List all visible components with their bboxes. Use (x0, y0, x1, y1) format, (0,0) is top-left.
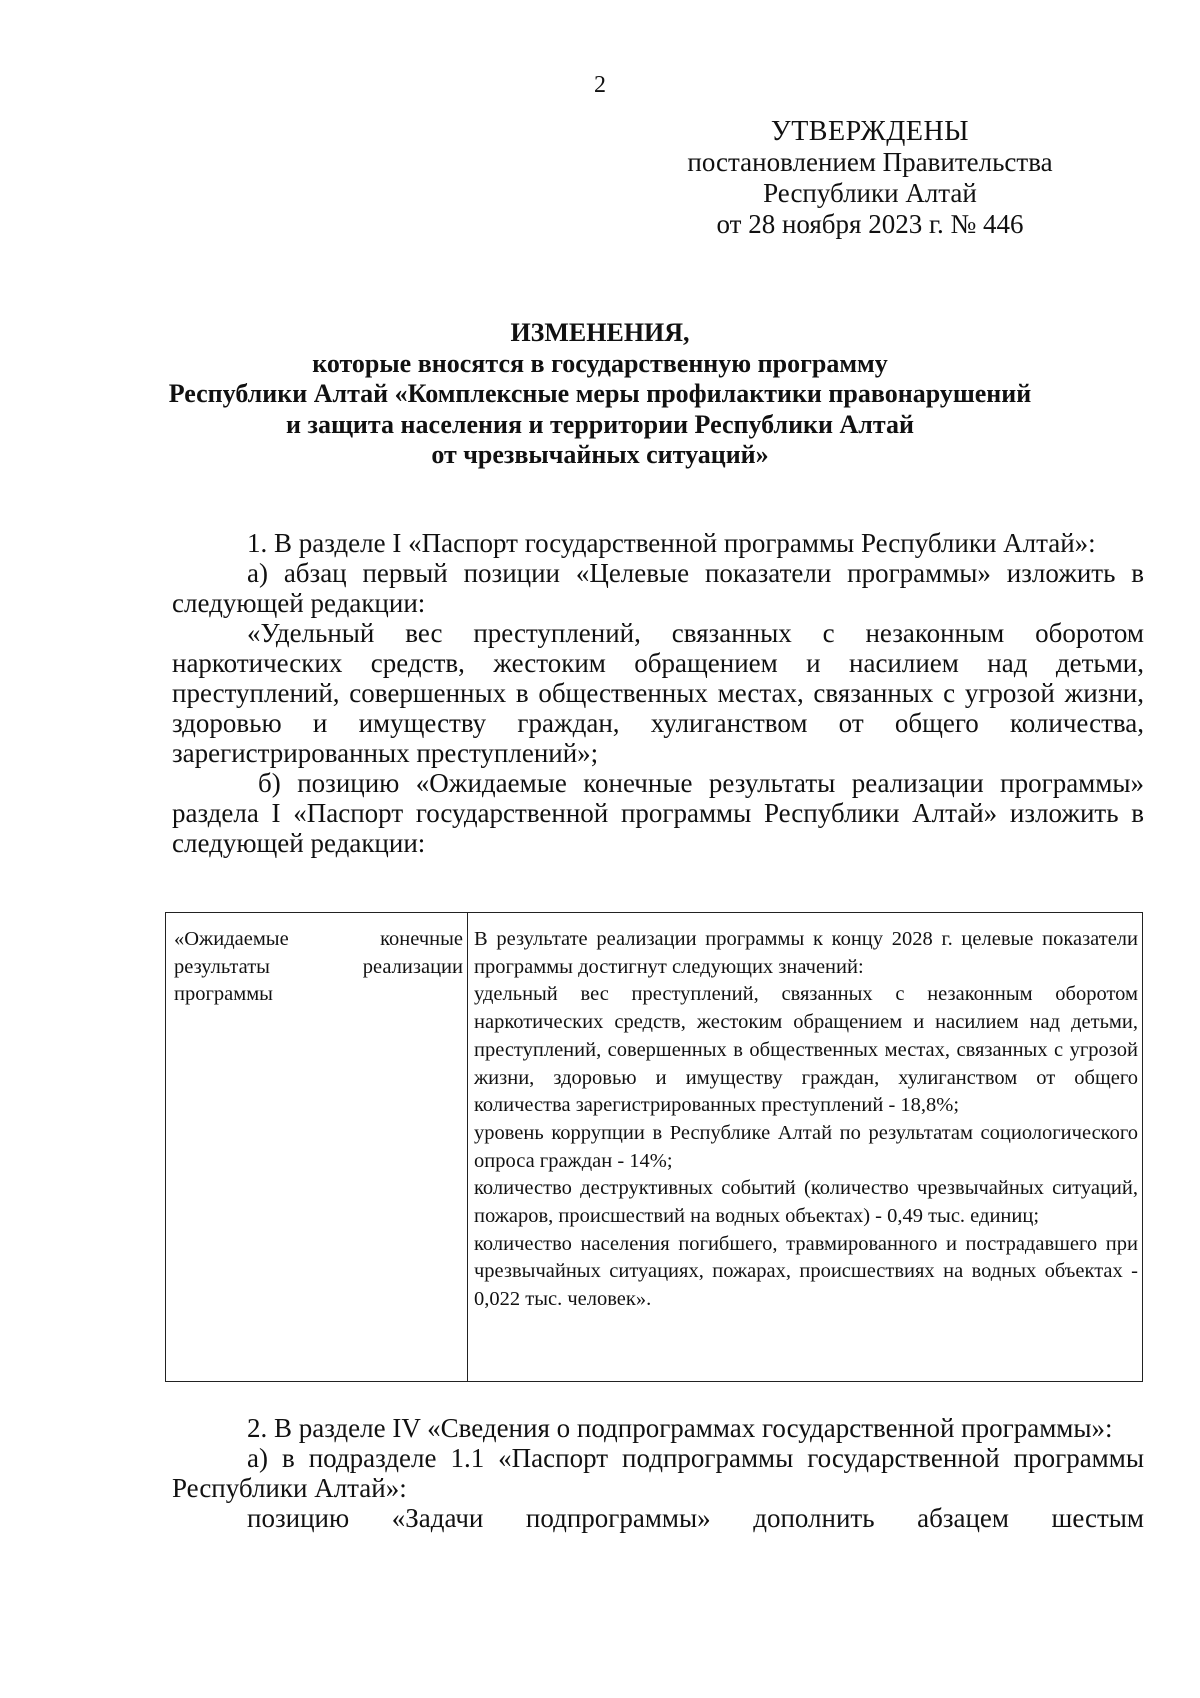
approval-date-line: от 28 ноября 2023 г. № 446 (716, 209, 1024, 239)
table-left-line: программы (174, 983, 273, 1006)
table-right-cell (468, 913, 1144, 1381)
section-1 (172, 528, 1144, 858)
table-right-item: количество населения погибшего, травмированного и пострадавшего при чрезвычайных ситуациях, пожарах, происшествиях на водных объектах - 0,022 тыс. человек». (474, 1232, 1138, 1311)
heading-line: которые вносятся в государственную программу (312, 348, 888, 378)
section-1-quote: «Удельный вес преступлений, связанных с незаконным оборотом наркотических средств, жестоким обращением и насилием над детьми, преступлений, совершенных в общественных местах, связанных с угрозой жизни, здоровью и имуществу граждан, хулиганством от общего количества, зарегистрированных преступлений»; (172, 618, 1144, 768)
table-left-cell (166, 913, 468, 1381)
results-table (165, 912, 1143, 1382)
section-2-last-line: позицию «Задачи подпрограммы» дополнить абзацем шестым (247, 1503, 1144, 1533)
heading-line: от чрезвычайных ситуаций» (431, 440, 769, 469)
approval-block (640, 116, 1100, 240)
section-2-item-a: а) в подразделе 1.1 «Паспорт подпрограммы государственной программы Республики Алтай»: (172, 1443, 1144, 1503)
section-1-item-a: а) абзац первый позиции «Целевые показатели программы» изложить в следующей редакции: (172, 558, 1144, 618)
heading-line: и защита населения и территории Республики Алтай (286, 409, 914, 439)
heading-title: ИЗМЕНЕНИЯ, (510, 318, 690, 347)
section-1-item-b: б) позицию «Ожидаемые конечные результаты реализации программы» раздела I «Паспорт государственной программы Республики Алтай» изложить в следующей редакции: (172, 768, 1144, 858)
table-left-text: конечные (380, 928, 463, 950)
document-heading (120, 318, 1080, 471)
table-left-text: результаты (174, 955, 270, 978)
section-1-intro: 1. В разделе I «Паспорт государственной программы Республики Алтай»: (247, 528, 1096, 558)
table-left-text: «Ожидаемые (174, 928, 289, 950)
table-right-item: количество деструктивных событий (количество чрезвычайных ситуаций, пожаров, происшествий на водных объектах) - 0,49 тыс. единиц; (474, 1177, 1138, 1228)
table-right-item: удельный вес преступлений, связанных с незаконным оборотом наркотических средств, жестоким обращением и насилием над детьми, преступлений, совершенных в общественных местах, связанных с угрозой жизни, здоровью и имуществу граждан, хулиганством от общего количества зарегистрированных преступлений - 18,8%; (474, 983, 1138, 1117)
table-left-text: реализации (362, 955, 463, 978)
section-2-intro: 2. В разделе IV «Сведения о подпрограммах государственной программы»: (247, 1413, 1113, 1443)
heading-line: Республики Алтай «Комплексные меры профилактики правонарушений (168, 379, 1032, 408)
page-number: 2 (594, 72, 606, 98)
table-right-item: уровень коррупции в Республике Алтай по результатам социологического опроса граждан - 14%; (474, 1121, 1138, 1172)
table-right-intro: В результате реализации программы к концу 2028 г. целевые показатели программы достигнут следующих значений: (474, 928, 1138, 978)
table-left-line (174, 954, 463, 982)
table-left-line (174, 926, 463, 954)
approval-line: Республики Алтай (763, 178, 977, 208)
approval-line: постановлением Правительства (687, 147, 1053, 177)
approval-title: УТВЕРЖДЕНЫ (770, 116, 970, 147)
section-2 (172, 1413, 1144, 1533)
